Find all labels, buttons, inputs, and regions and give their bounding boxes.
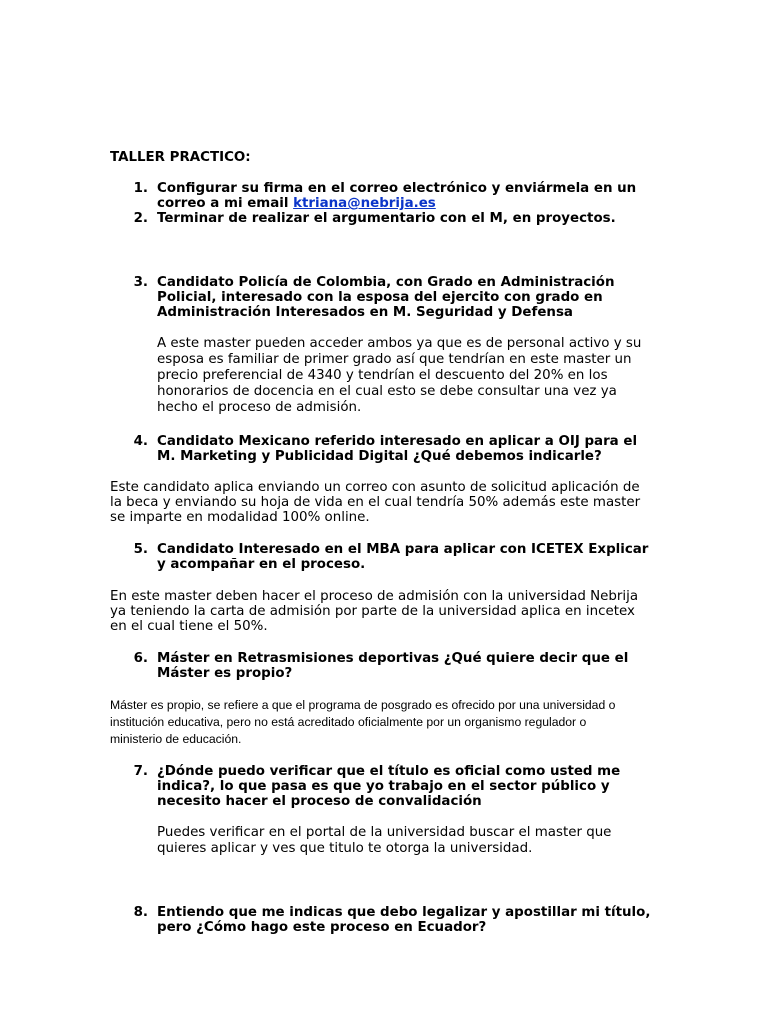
question-3-line-1: Candidato Policía de Colombia, con Grado en Administración [157,275,615,290]
question-2-line-1: Terminar de realizar el argumentario con el M, en proyectos. [157,211,616,226]
answer-3-line-1: A este master pueden acceder ambos ya que es de personal activo y su [157,336,642,351]
question-4-line-1: Candidato Mexicano referido interesado en aplicar a OIJ para el [157,434,638,449]
question-5-line-1: Candidato Interesado en el MBA para aplicar con ICETEX Explicar [157,542,649,557]
question-7-line-2: indica?, lo que pasa es que yo trabajo en el sector público y [157,779,610,794]
answer-7-line-2: quieres aplicar y ves que titulo te otorga la universidad. [157,841,533,856]
question-7-line-1: ¿Dónde puedo verificar que el título es oficial como usted me [157,764,621,779]
item-number-6: 6. [133,651,148,666]
answer-4-line-1: Este candidato aplica enviando un correo con asunto de solicitud aplicación de [110,480,640,495]
answer-4-line-3: se imparte en modalidad 100% online. [110,510,370,525]
answer-3-line-4: honorarios de docencia en el cual esto se debe consultar una vez ya [157,384,617,399]
answer-6-line-3: ministerio de educación. [110,732,242,746]
answer-4-line-2: la beca y enviando su hoja de vida en el cual tendría 50% además este master [110,495,641,510]
item-number-7: 7. [133,764,148,779]
item-number-2: 2. [133,211,148,226]
item-number-5: 5. [133,542,148,557]
question-5-line-2: y acompañar en el proceso. [157,557,366,572]
item-number-4: 4. [133,434,148,449]
answer-6-line-1: Máster es propio, se refiere a que el programa de posgrado es ofrecido por una universidad o [110,698,616,712]
question-8-line-2: pero ¿Cómo hago este proceso en Ecuador? [157,920,487,935]
question-1-line-2 [157,196,436,212]
item-number-3: 3. [133,275,148,290]
question-8-line-1: Entiendo que me indicas que debo legalizar y apostillar mi título, [157,905,651,920]
item-number-8: 8. [133,905,148,920]
question-3-line-3: Administración Interesados en M. Seguridad y Defensa [157,305,573,320]
question-6-line-2: Máster es propio? [157,666,293,681]
answer-7-line-1: Puedes verificar en el portal de la universidad buscar el master que [157,825,612,840]
answer-5-line-2: ya teniendo la carta de admisión por parte de la universidad aplica en incetex [110,604,635,619]
question-3-line-2: Policial, interesado con la esposa del ejercito con grado en [157,290,603,305]
page-title: TALLER PRACTICO: [110,150,251,165]
question-7-line-3: necesito hacer el proceso de convalidación [157,794,482,809]
question-1-prefix: correo a mi email [157,196,294,211]
answer-6-line-2: institución educativa, pero no está acreditado oficialmente por un organismo regulador o [110,715,587,729]
answer-3-line-5: hecho el proceso de admisión. [157,400,362,415]
answer-3-line-2: esposa es familiar de primer grado así que tendrían en este master un [157,352,632,367]
item-number-1: 1. [133,181,148,196]
answer-5-line-3: en el cual tiene el 50%. [110,619,268,634]
email-link[interactable]: ktriana@nebrija.es [293,196,436,211]
question-4-line-2: M. Marketing y Publicidad Digital ¿Qué debemos indicarle? [157,449,602,464]
answer-5-line-1: En este master deben hacer el proceso de admisión con la universidad Nebrija [110,589,639,604]
question-6-line-1: Máster en Retrasmisiones deportivas ¿Qué quiere decir que el [157,651,629,666]
answer-3-line-3: precio preferencial de 4340 y tendrían el descuento del 20% en los [157,368,608,383]
question-1-line-1: Configurar su firma en el correo electrónico y enviármela en un [157,181,637,196]
